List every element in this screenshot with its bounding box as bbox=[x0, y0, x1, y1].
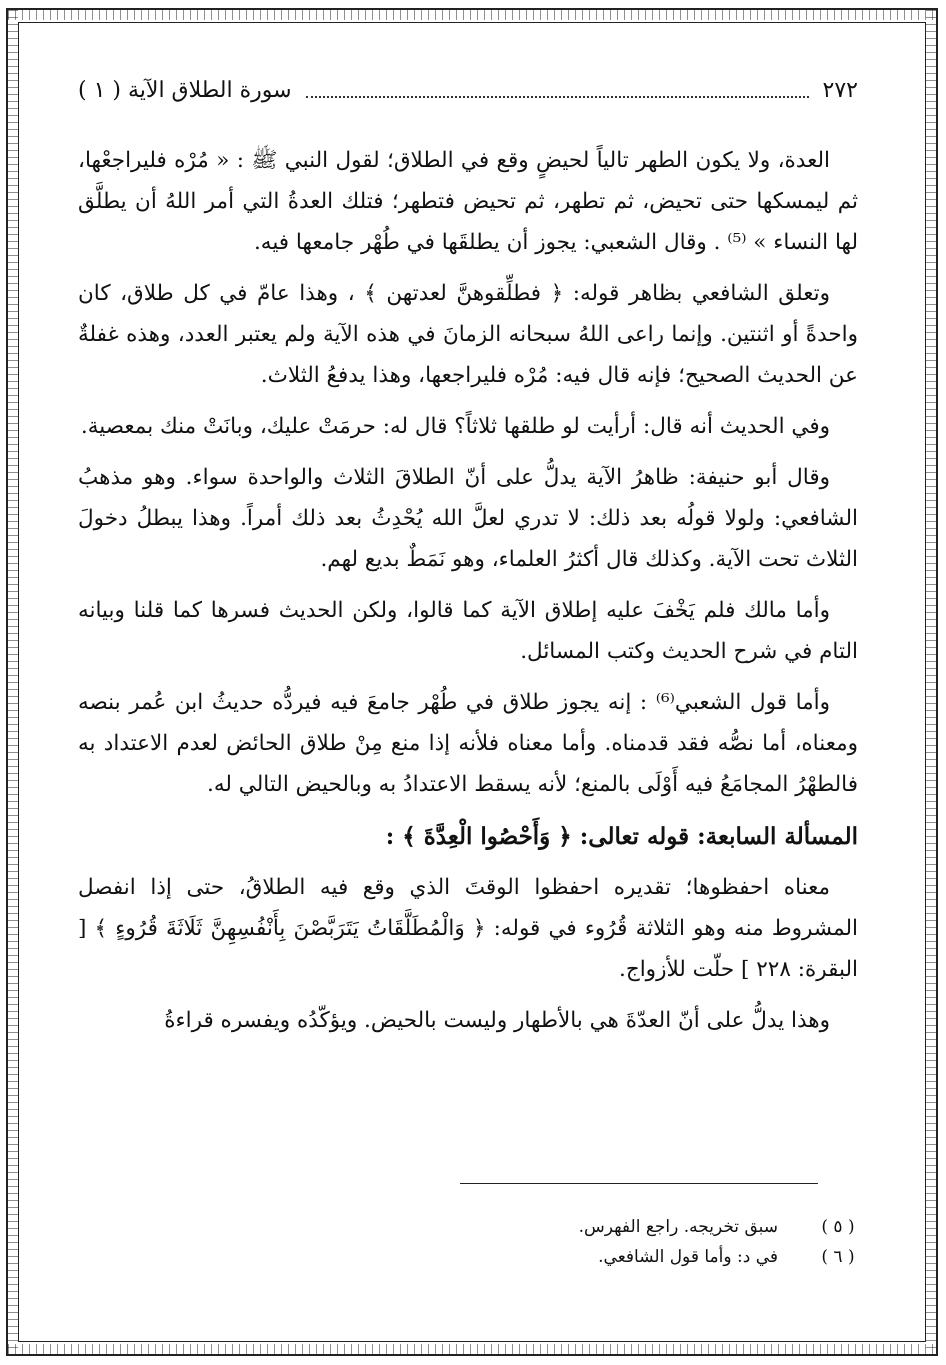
border-chain-top bbox=[8, 10, 936, 20]
section-heading: المسألة السابعة: قوله تعالى: ﴿ وَأَحْصُوا الْعِدَّةَ ﴾ : bbox=[385, 823, 858, 850]
footnote-number: ( ٥ ) bbox=[821, 1217, 855, 1237]
page-body bbox=[78, 60, 858, 1051]
border-chain-left bbox=[8, 10, 18, 1354]
footnote bbox=[78, 1212, 858, 1242]
footnote-number: ( ٦ ) bbox=[821, 1247, 855, 1267]
running-header bbox=[78, 60, 858, 120]
footnote-separator bbox=[460, 1183, 818, 1184]
header-dot-leader bbox=[306, 82, 809, 98]
footnote bbox=[78, 1242, 858, 1272]
footnotes bbox=[78, 1212, 858, 1272]
page-number: ٢٧٢ bbox=[822, 77, 858, 103]
running-title: سورة الطلاق الآية ( ١ ) bbox=[78, 77, 292, 103]
footnote-text: سبق تخريجه. راجع الفهرس. bbox=[578, 1217, 778, 1237]
paragraph: وقال أبو حنيفة: ظاهرُ الآية يدلُّ على أنّ الطلاقَ الثلاث والواحدة سواء. وهو مذهبُ الشافعي: ولولا قولُه بعد ذلك: لا تدري لعلَّ الله يُحْدِثُ بعد ذلك أمراً. وهذا يبطلُ دخولَ الثلاث تحت الآية. وكذلك قال أكثرُ العلماء، وهو نَمَطٌ بديع لهم. bbox=[78, 465, 858, 572]
border-chain-right bbox=[926, 10, 936, 1354]
paragraph: وفي الحديث أنه قال: أرأيت لو طلقها ثلاثاً؟ قال له: حرمَتْ عليك، وبانَتْ منك بمعصية. bbox=[80, 414, 830, 439]
paragraph: وأما مالك فلم يَخْفَ عليه إطلاق الآية كما قالوا، ولكن الحديث فسرها كما قلنا وبيانه التام في شرح الحديث وكتب المسائل. bbox=[78, 598, 858, 664]
paragraph: معناه احفظوها؛ تقديره احفظوا الوقتَ الذي وقع فيه الطلاقُ، حتى إذا انفصل المشروط منه وهو الثلاثة قُرُوء في قوله: ﴿ وَالْمُطَلَّقَاتُ يَتَرَبَّصْنَ بِأَنْفُسِهِنَّ ثَلَاثَةَ قُرُوءٍ ﴾ [ البقرة: ٢٢٨ ] حلّت للأزواج. bbox=[78, 875, 858, 982]
paragraph: وتعلق الشافعي بظاهر قوله: ﴿ فطلِّقوهنَّ لعدتهن ﴾ ، وهذا عامّ في كل طلاق، كان واحدةً أو اثنتين. وإنما راعى اللهُ سبحانه الزمانَ في هذه الآية ولم يعتبر العدد، وهذه غفلةٌ عن الحديث الصحيح؛ فإنه قال فيه: مُرْه فليراجعها، وهذا يدفعُ الثلاث. bbox=[78, 281, 858, 388]
paragraph: وهذا يدلُّ على أنّ العدّةَ هي بالأطهار وليست بالحيض. ويؤكّدُه ويفسره قراءةُ bbox=[164, 1008, 830, 1033]
paragraph: العدة، ولا يكون الطهر تالياً لحيضٍ وقع في الطلاق؛ لقول النبي ﷺ : « مُرْه فليراجعْها، ثم ليمسكها حتى تحيض، ثم تطهر، ثم تحيض فتطهر؛ فتلك العدةُ التي أمر اللهُ أن يطلَّق لها النساء » ⁽⁵⁾ . وقال الشعبي: يجوز أن يطلقَها في طُهْر جامعها فيه. bbox=[78, 148, 858, 255]
border-chain-bottom bbox=[8, 1344, 936, 1354]
paragraph: وأما قول الشعبي⁽⁶⁾ : إنه يجوز طلاق في طُهْر جامعَ فيه فيردُّه حديثُ ابن عُمر بنصه ومعناه، أما نصُّه فقد قدمناه. وأما معناه فلأنه إذا منع مِنْ طلاق الحائض لعدم الاعتداد به فالطهْرُ المجامَعُ فيه أَوْلَى بالمنع؛ لأنه يسقط الاعتدادُ به وبالحيض التالي له. bbox=[78, 690, 858, 797]
footnote-text: في د: وأما قول الشافعي. bbox=[598, 1247, 778, 1267]
